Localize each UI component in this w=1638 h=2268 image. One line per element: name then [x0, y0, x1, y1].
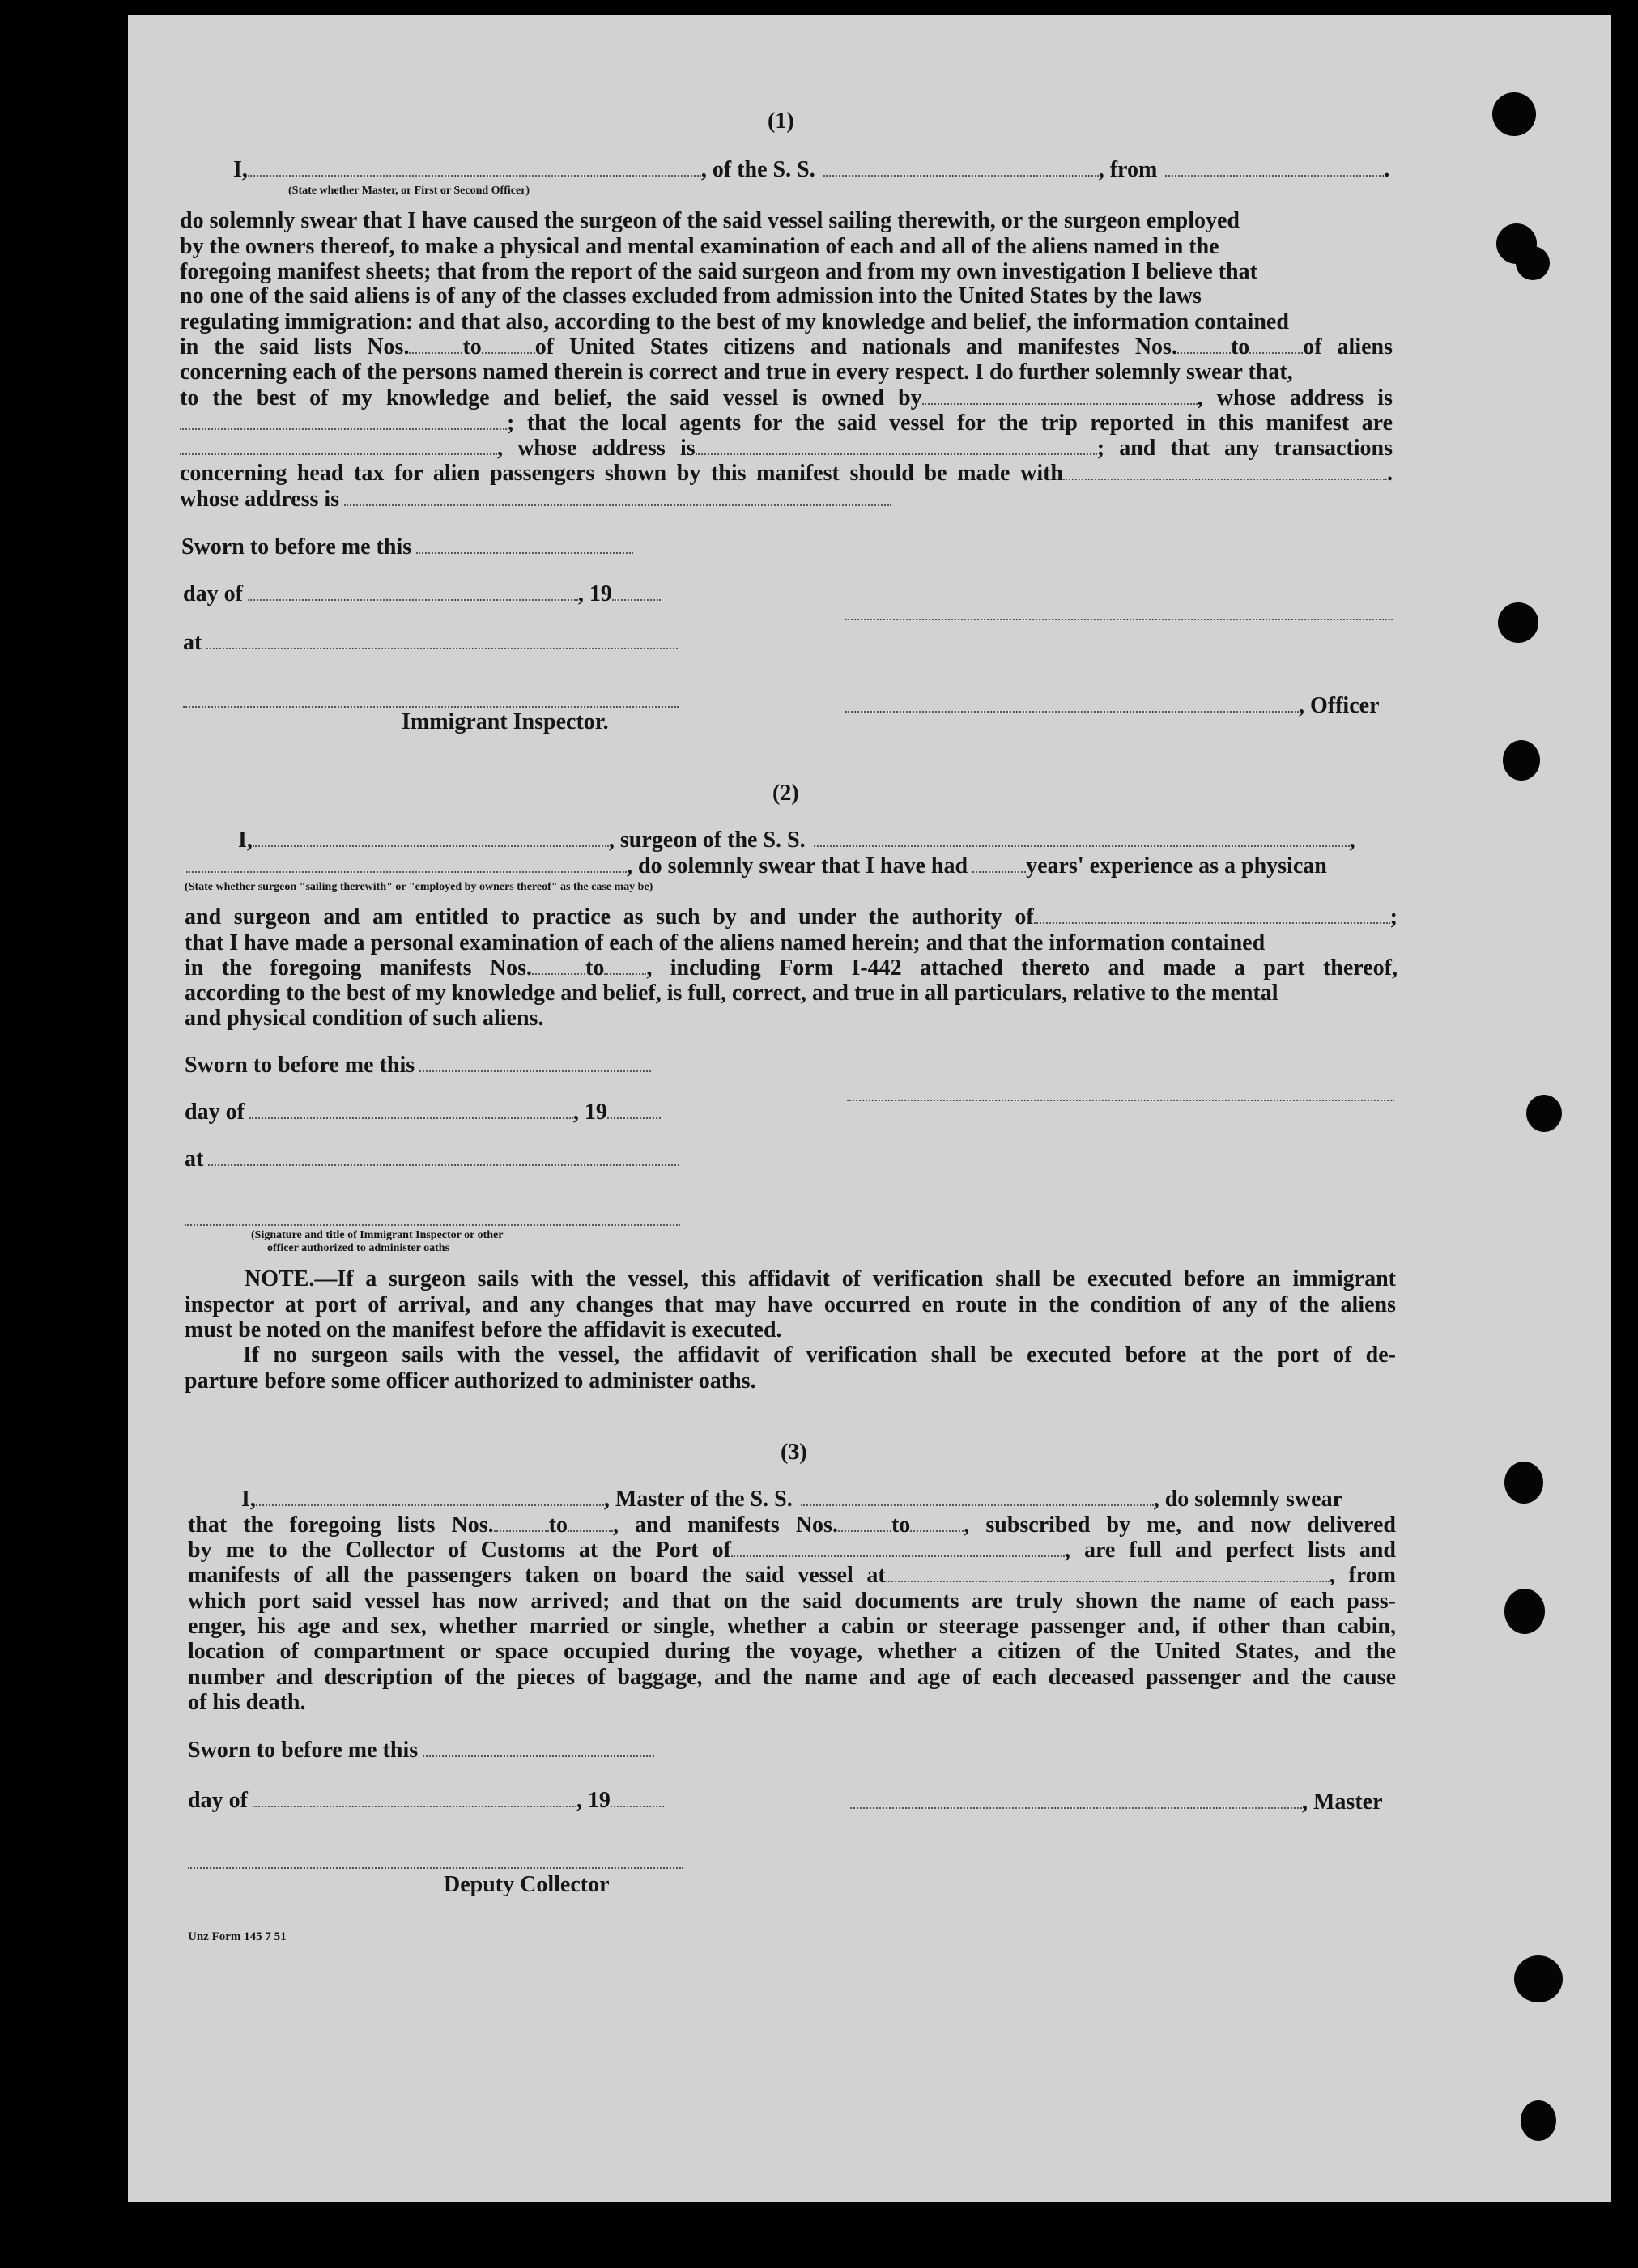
agent-address-field[interactable] [696, 436, 1097, 455]
s2-at: at [185, 1147, 679, 1172]
manifests-to-field[interactable] [1249, 334, 1303, 354]
head-tax-field[interactable] [1063, 461, 1387, 480]
surgeon-signature-line[interactable] [847, 1098, 1394, 1101]
s1-l7: in the said lists Nos. to of United States citizens and nationals and manifestes Nos. to of aliens [180, 334, 1393, 360]
s3-l2: that the foregoing lists Nos. to , and manifests Nos. to , subscribed by me, and now delivered [188, 1513, 1396, 1538]
s2-l7: and physical condition of such aliens. [185, 1006, 544, 1031]
s2-day-field[interactable] [249, 1100, 573, 1119]
punch-hole [1492, 92, 1536, 136]
lists-from-field[interactable] [409, 334, 462, 354]
s2-l3: and surgeon and am entitled to practice as such by and under the authority of ; [185, 904, 1398, 930]
s1-l12: concerning head tax for alien passengers shown by this manifest should be made with . [180, 461, 1393, 486]
section1-number: (1) [768, 109, 794, 134]
s3-l5: which port said vessel has now arrived; and that on the said documents are truly shown the name of each pass- [188, 1589, 1396, 1614]
surgeon-name-field[interactable] [253, 828, 609, 847]
s1-day: day of , 19 [183, 581, 661, 607]
punch-hole [1516, 246, 1550, 280]
note-p2b: parture before some officer authorized to administer oaths. [185, 1368, 756, 1394]
s2-day: day of , 19 [185, 1100, 661, 1125]
s3-manifests-from-field[interactable] [838, 1513, 891, 1532]
s3-l7: location of compartment or space occupied during the voyage, whether a citizen of the United States, and the [188, 1639, 1396, 1664]
s3-l6: enger, his age and sex, whether married or single, whether a cabin or steerage passenger and, if other than cabin, [188, 1614, 1396, 1639]
s1-at-field[interactable] [206, 630, 678, 649]
form-number: Unz Form 145 7 51 [188, 1930, 287, 1943]
surgeon-type-field[interactable] [186, 853, 627, 873]
head-tax-address-field[interactable] [344, 487, 891, 506]
s3-manifests-to-field[interactable] [910, 1513, 964, 1532]
punch-hole [1504, 1462, 1543, 1504]
master-name-field[interactable] [256, 1487, 604, 1506]
owner-address-field[interactable] [180, 411, 507, 430]
s3-lists-to-field[interactable] [568, 1513, 613, 1532]
note-p1a: NOTE.—If a surgeon sails with the vessel, this affidavit of verification shall be executed before an immigrant [245, 1266, 1396, 1291]
s1-right-line-1[interactable] [845, 617, 1393, 620]
manifests-from-field[interactable] [1177, 334, 1231, 354]
section3-number: (3) [781, 1440, 807, 1465]
officer-name-field[interactable] [248, 157, 701, 177]
from-port-field[interactable] [1165, 157, 1384, 177]
s2-signature-line[interactable] [185, 1223, 680, 1226]
s2-manifests-from-field[interactable] [532, 955, 585, 975]
s1-l10: ; that the local agents for the said vessel for the trip reported in this manifest are [180, 411, 1393, 436]
s3-sworn-field[interactable] [423, 1738, 654, 1757]
punch-hole [1503, 740, 1540, 781]
s3-lists-from-field[interactable] [494, 1513, 549, 1532]
port-field[interactable] [731, 1538, 1065, 1557]
agent-field[interactable] [180, 436, 497, 455]
s1-l5: no one of the said aliens is of any of the classes excluded from admission into the United States by the laws [180, 283, 1202, 308]
s2-l4: that I have made a personal examination of each of the aliens named herein; and that the information contained [185, 930, 1266, 955]
s1-l3: by the owners thereof, to make a physical and mental examination of each and all of the aliens named in the [180, 234, 1219, 259]
s1-l11: , whose address is ; and that any transactions [180, 436, 1393, 462]
s2-sworn: Sworn to before me this [185, 1053, 651, 1079]
s1-l9: to the best of my knowledge and belief, the said vessel is owned by , whose address is [180, 385, 1393, 411]
s2-vessel-field[interactable] [814, 828, 1350, 847]
s1-line1: I, , of the S. S. , from . [233, 157, 1390, 182]
s3-sworn: Sworn to before me this [188, 1738, 654, 1764]
s1-sworn: Sworn to before me this [181, 534, 633, 560]
years-experience-field[interactable] [972, 853, 1026, 873]
officer-note: (State whether Master, or First or Second Officer) [288, 185, 530, 197]
s3-l3: by me to the Collector of Customs at the Port of , are full and perfect lists and [188, 1538, 1396, 1563]
officer-signature-field[interactable] [845, 693, 1299, 713]
punch-hole [1498, 602, 1538, 643]
s2-sworn-field[interactable] [419, 1053, 651, 1072]
punch-hole [1514, 1955, 1563, 2002]
s3-master: , Master [850, 1789, 1383, 1815]
s3-day-field[interactable] [253, 1788, 576, 1807]
master-signature-field[interactable] [850, 1789, 1302, 1809]
s2-manifests-to-field[interactable] [604, 955, 646, 975]
s2-at-field[interactable] [208, 1147, 679, 1166]
s3-l1: I, , Master of the S. S. , do solemnly swear [241, 1487, 1343, 1512]
s2-l1: I, , surgeon of the S. S. , [238, 828, 1355, 853]
owner-field[interactable] [922, 385, 1198, 405]
s1-day-field[interactable] [248, 581, 578, 601]
s3-collector: Deputy Collector [444, 1872, 610, 1897]
s1-l2: do solemnly swear that I have caused the surgeon of the said vessel sailing therewith, or the surgeon employed [180, 208, 1240, 233]
note-p1b: inspector at port of arrival, and any changes that may have occurred en route in the condition of any of the aliens [185, 1292, 1396, 1317]
s3-l4: manifests of all the passengers taken on board the said vessel at , from [188, 1563, 1397, 1588]
note-p1c: must be noted on the manifest before the affidavit is executed. [185, 1317, 782, 1343]
s1-l6: regulating immigration: and that also, according to the best of my knowledge and belief, the information contained [180, 309, 1289, 334]
s3-l8: number and description of the pieces of baggage, and the name and age of each deceased passenger and the cause [188, 1665, 1396, 1690]
punch-hole [1521, 2100, 1556, 2141]
surgeon-note: (State whether surgeon "sailing therewith" or "employed by owners thereof" as the case may be) [185, 881, 653, 893]
s1-sworn-field[interactable] [416, 534, 633, 554]
s2-sig-note1: (Signature and title of Immigrant Inspector or other [251, 1229, 504, 1241]
boarding-port-field[interactable] [886, 1563, 1330, 1582]
s2-year-field[interactable] [607, 1100, 661, 1119]
lists-to-field[interactable] [482, 334, 535, 354]
punch-hole [1526, 1095, 1562, 1132]
section2-number: (2) [772, 781, 799, 806]
authority-field[interactable] [1034, 904, 1390, 924]
s2-sig-note2: officer authorized to administer oaths [267, 1242, 450, 1254]
s3-l9: of his death. [188, 1690, 306, 1715]
s1-year-field[interactable] [612, 581, 661, 601]
s3-year-field[interactable] [611, 1788, 664, 1807]
s1-officer: , Officer [845, 693, 1380, 719]
collector-signature-line[interactable] [188, 1866, 683, 1869]
vessel-name-field[interactable] [823, 157, 1099, 177]
note-p2a: If no surgeon sails with the vessel, the affidavit of verification shall be executed before at the port of de- [243, 1343, 1396, 1368]
s3-day: day of , 19 [188, 1788, 664, 1814]
punch-hole [1504, 1589, 1545, 1634]
s1-l8: concerning each of the persons named therein is correct and true in every respect. I do further solemnly swear that, [180, 360, 1293, 385]
inspector-signature-line[interactable] [183, 704, 679, 708]
s2-l2: , do solemnly swear that I have had years' experience as a physican [186, 853, 1327, 879]
s1-l4: foregoing manifest sheets; that from the report of the said surgeon and from my own investigation I believe that [180, 259, 1257, 284]
s1-l13: whose address is [180, 487, 891, 513]
s1-inspector: Immigrant Inspector. [402, 709, 609, 734]
s2-l5: in the foregoing manifests Nos. to , including Form I-442 attached thereto and made a part thereof, [185, 955, 1398, 981]
s2-l6: according to the best of my knowledge and belief, is full, correct, and true in all particulars, relative to the mental [185, 981, 1278, 1006]
s3-vessel-field[interactable] [801, 1487, 1154, 1506]
s1-at: at [183, 630, 678, 656]
